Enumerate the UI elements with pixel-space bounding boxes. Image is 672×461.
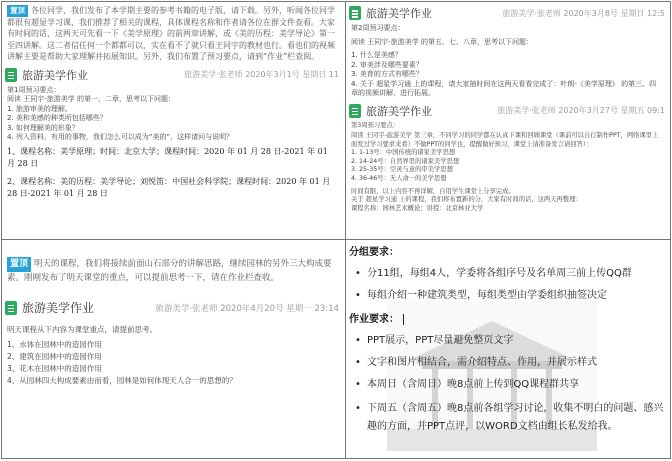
assignment-line: 4、从园林四大构成要素由而看，园林是如何体现天人合一的思想的？ (7, 376, 237, 385)
panel-top-right (347, 3, 667, 235)
pinned-badge: 置顶 (7, 257, 31, 272)
panel-top-left (3, 3, 341, 235)
assignment-line: 1. 1-13号：中国传统的诸家美学思想 (351, 149, 456, 157)
panel-bottom-left (3, 241, 341, 455)
work-requirement-item (355, 400, 667, 436)
course-list (7, 146, 337, 200)
assignment-line: 阅读 王同宇-旅游美学 的第一、二章，思考以下问题： (7, 95, 175, 103)
document-icon (349, 104, 361, 118)
bullet: • (355, 403, 361, 414)
assignment-line: 2. 审美涉及哪些要素？ (351, 60, 423, 69)
assignment-post-header[interactable] (5, 67, 339, 83)
work-requirements-title[interactable] (349, 310, 667, 325)
bullet: • (355, 379, 361, 390)
announcement-2 (7, 257, 337, 285)
assignment-post-header[interactable] (349, 5, 665, 21)
assignment-line: 3. 美育的方式有哪些？ (351, 70, 423, 78)
assignment-body (7, 324, 337, 387)
work-requirement-text: PPT展示，PPT尽量避免整页文字 (367, 335, 514, 346)
assignment-title[interactable]: 旅游美学作业 (22, 301, 95, 315)
assignment-title[interactable]: 旅游美学作业 (22, 68, 88, 82)
course-item: 2、课程名称：美的历程：美学导论；刘悦笛：中国社会科学院；课程时间：2020 年 01 月 28 日-2021 年 01 月 28 日 (7, 176, 331, 198)
assignment-line: 2. 美和美感的种类所包括哪些？ (7, 114, 107, 122)
assignment-line: 第2周预习要点： (351, 24, 405, 32)
document-icon (349, 6, 361, 20)
assignment-title[interactable]: 旅游美学作业 (366, 7, 432, 20)
assignment-body (351, 122, 663, 214)
assignment-line: 第3周预习要点： (351, 121, 400, 129)
assignment-line: 3. 25-35号：空灵与意的审美学思想 (351, 166, 453, 174)
document-icon (5, 301, 17, 315)
document-icon (5, 68, 17, 82)
assignment-line: 4. 关于 超星学习通 上的课程，请大家抽时间在这两天看看完成了：叶朗-《美学原理》 的第三、四章的视频讲解，进行拓展。 (351, 79, 657, 97)
pinned-badge: 置顶 (7, 5, 28, 17)
assignment-line: 2. 14-24号：自然界里的诸家美学思想 (351, 157, 460, 165)
divider-vertical (345, 2, 346, 458)
group-requirement-text: 每组介绍一种建筑类型，每组类型由学委组织抽签决定 (367, 290, 607, 301)
assignment-line: 阅读 王同宇-旅游美学 第三章，不同学习的同学都在认真下课和回顾课堂（课前可以自行制作PPT，网络课里上面发过学习要求来看）不做PPT的同学也，提醒做好预习，课堂上请准备发言请回答）： (351, 132, 659, 148)
assignment-title[interactable]: 旅游美学作业 (366, 104, 432, 118)
assignment-line: 关于 超星学习通 上的课程，我们将布置新的分，大家有时间的话，这两天再整理： (351, 196, 582, 204)
assignment-meta: 旅游美学·张老师 2020年4月20号 星期一 23:14 (155, 303, 339, 314)
assignment-line: 4. 列入资料，有用的事物，我们怎么可以成为“美的”，这样请问与说明？ (7, 133, 234, 141)
assignment-line: 时间有限，以上内容不再详解，自用学生课堂上分享完成。 (351, 187, 515, 195)
group-requirement-item (355, 289, 667, 302)
assignment-meta: 旅游美学·张老师 2020年3月27号 星期五 09:1 (497, 106, 665, 115)
assignment-body (7, 86, 337, 143)
assignment-meta: 旅游美学·张老师 2020年3月8号 星期日 12:5 (502, 8, 665, 18)
course-item: 1、课程名称：美学原理；时间：北京大学；课程时间：2020 年 01 月 28 日-2021 年 01 月 28 日 (7, 146, 328, 168)
work-requirements-label: 作业要求： (349, 314, 399, 325)
announcement-text: 各位同学，我们发布了本学期主要的参考书籍的电子版，请下载。另外，听闻各位同学都很有超显学习课，我们推荐了相关的课程，具体课程名称和作者请各位在群文件查看。大家有时间的话，这两天可先看一下《美学原理》的前两章讲解，或《美的历程：美学导论》第一至四讲解。这二者信任何一个都都可以，实在看不了就只看王同宇的教材也行。看也们的视频讲解主要是帮助大家理解并拓展知识。另外，我们布置了预习要点，请到“作业”栏查阅。 (7, 6, 335, 61)
assignment-line: 1、水体在园林中的造园作用 (7, 340, 102, 349)
bullet: • (355, 268, 361, 279)
group-requirements-title: 分组要求： (349, 247, 399, 258)
work-requirement-item (355, 356, 667, 369)
work-requirement-text: 本周日（含周日）晚8点前上传到QQ课程群共享 (367, 379, 580, 390)
bullet: • (355, 290, 361, 301)
work-requirement-text: 文字和图片相结合，需介绍特点、作用，并展示样式 (367, 357, 597, 368)
work-requirement-item (355, 378, 667, 391)
assignment-body (351, 24, 663, 99)
announcement-1 (7, 5, 337, 63)
bullet: • (355, 357, 361, 368)
divider-horizontal (2, 239, 670, 240)
assignment-line: 明天课程从下内容为课堂重点，请提前思考。 (7, 325, 157, 334)
assignment-post-header[interactable] (349, 103, 665, 119)
assignment-line: 课程名称：园林艺术概论；讲授：北京林业大学 (351, 204, 484, 212)
bullet: • (355, 335, 361, 346)
assignment-meta: 旅游美学·张老师 2020年3月1号 星期日 11 (184, 70, 339, 79)
assignment-line: 3. 如何理解美的形象？ (7, 123, 79, 132)
assignment-line: 第1周预习要点： (7, 85, 61, 94)
text-cursor (403, 314, 404, 325)
announcement-text: 明天的课程，我们将接续前面山石部分的讲解思路，继续园林的另外三大构成要素。刚刚发布了明天课堂的重点，可以提前思考一下，请在作业栏查收。 (7, 259, 332, 283)
panel-bottom-right (347, 241, 667, 455)
assignment-line: 2、建筑在园林中的造园作用 (7, 352, 102, 361)
assignment-line: 阅读 王同宇-旅游美学 的第五、七、八章，思考以下问题： (351, 37, 533, 46)
work-requirement-item (355, 334, 667, 347)
assignment-line: 3、花木在园林中的造园作用 (7, 364, 102, 373)
group-requirement-text: 分11组，每组4人，学委将各组序号及名单周三前上传QQ群 (367, 268, 632, 279)
group-requirement-item (355, 267, 667, 280)
assignment-line: 1. 什么是美感？ (351, 51, 402, 59)
work-requirement-text: 下周五（含周五）晚8点前各组学习讨论，收集不明白的问题、感兴趣的方面，并PPT点评，以WORD文档由组长私发给我。 (367, 403, 664, 432)
assignment-line: 4. 36-46号：无人命一的美学思想 (351, 175, 447, 183)
assignment-post-header[interactable] (5, 299, 339, 316)
assignment-line: 1. 旅游审美的理解。 (7, 104, 72, 113)
